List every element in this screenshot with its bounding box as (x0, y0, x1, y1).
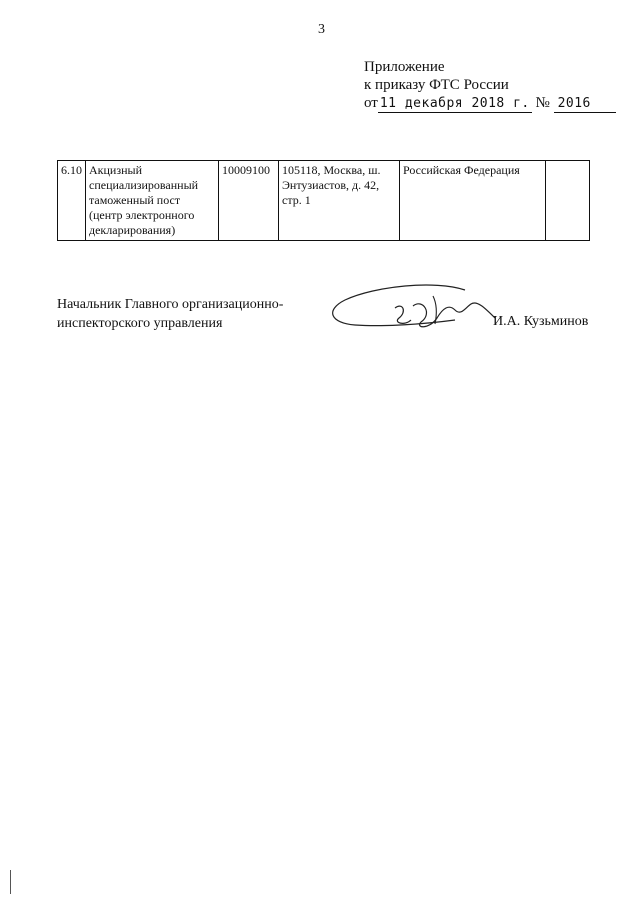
signer-name: И.А. Кузьминов (493, 314, 589, 329)
post-country: Российская Федерация (400, 161, 546, 241)
order-date: 11 декабря 2018 г. (379, 96, 530, 111)
date-prefix: от (364, 95, 378, 111)
signatory-title-line2: инспекторского управления (57, 316, 223, 331)
order-date-line (364, 94, 616, 113)
post-name: Акцизный специализированный таможенный пост (центр электронного декларирования) (86, 161, 219, 241)
handwritten-signature (325, 278, 525, 343)
empty-cell (546, 161, 590, 241)
post-address: 105118, Москва, ш. Энтузиастов, д. 42, стр. 1 (279, 161, 400, 241)
post-code: 10009100 (219, 161, 279, 241)
page-number: 3 (318, 22, 325, 37)
row-number: 6.10 (58, 161, 86, 241)
appendix-header (364, 58, 616, 113)
customs-post-table (57, 160, 590, 241)
table-row (58, 161, 590, 241)
order-reference: к приказу ФТС России (364, 77, 509, 93)
scan-edge-mark (10, 870, 11, 894)
number-prefix: № (535, 95, 550, 111)
signatory-title (57, 295, 283, 333)
appendix-title: Приложение (364, 59, 445, 75)
order-number: 2016 (554, 96, 616, 113)
signatory-title-line1: Начальник Главного организационно- (57, 297, 284, 312)
